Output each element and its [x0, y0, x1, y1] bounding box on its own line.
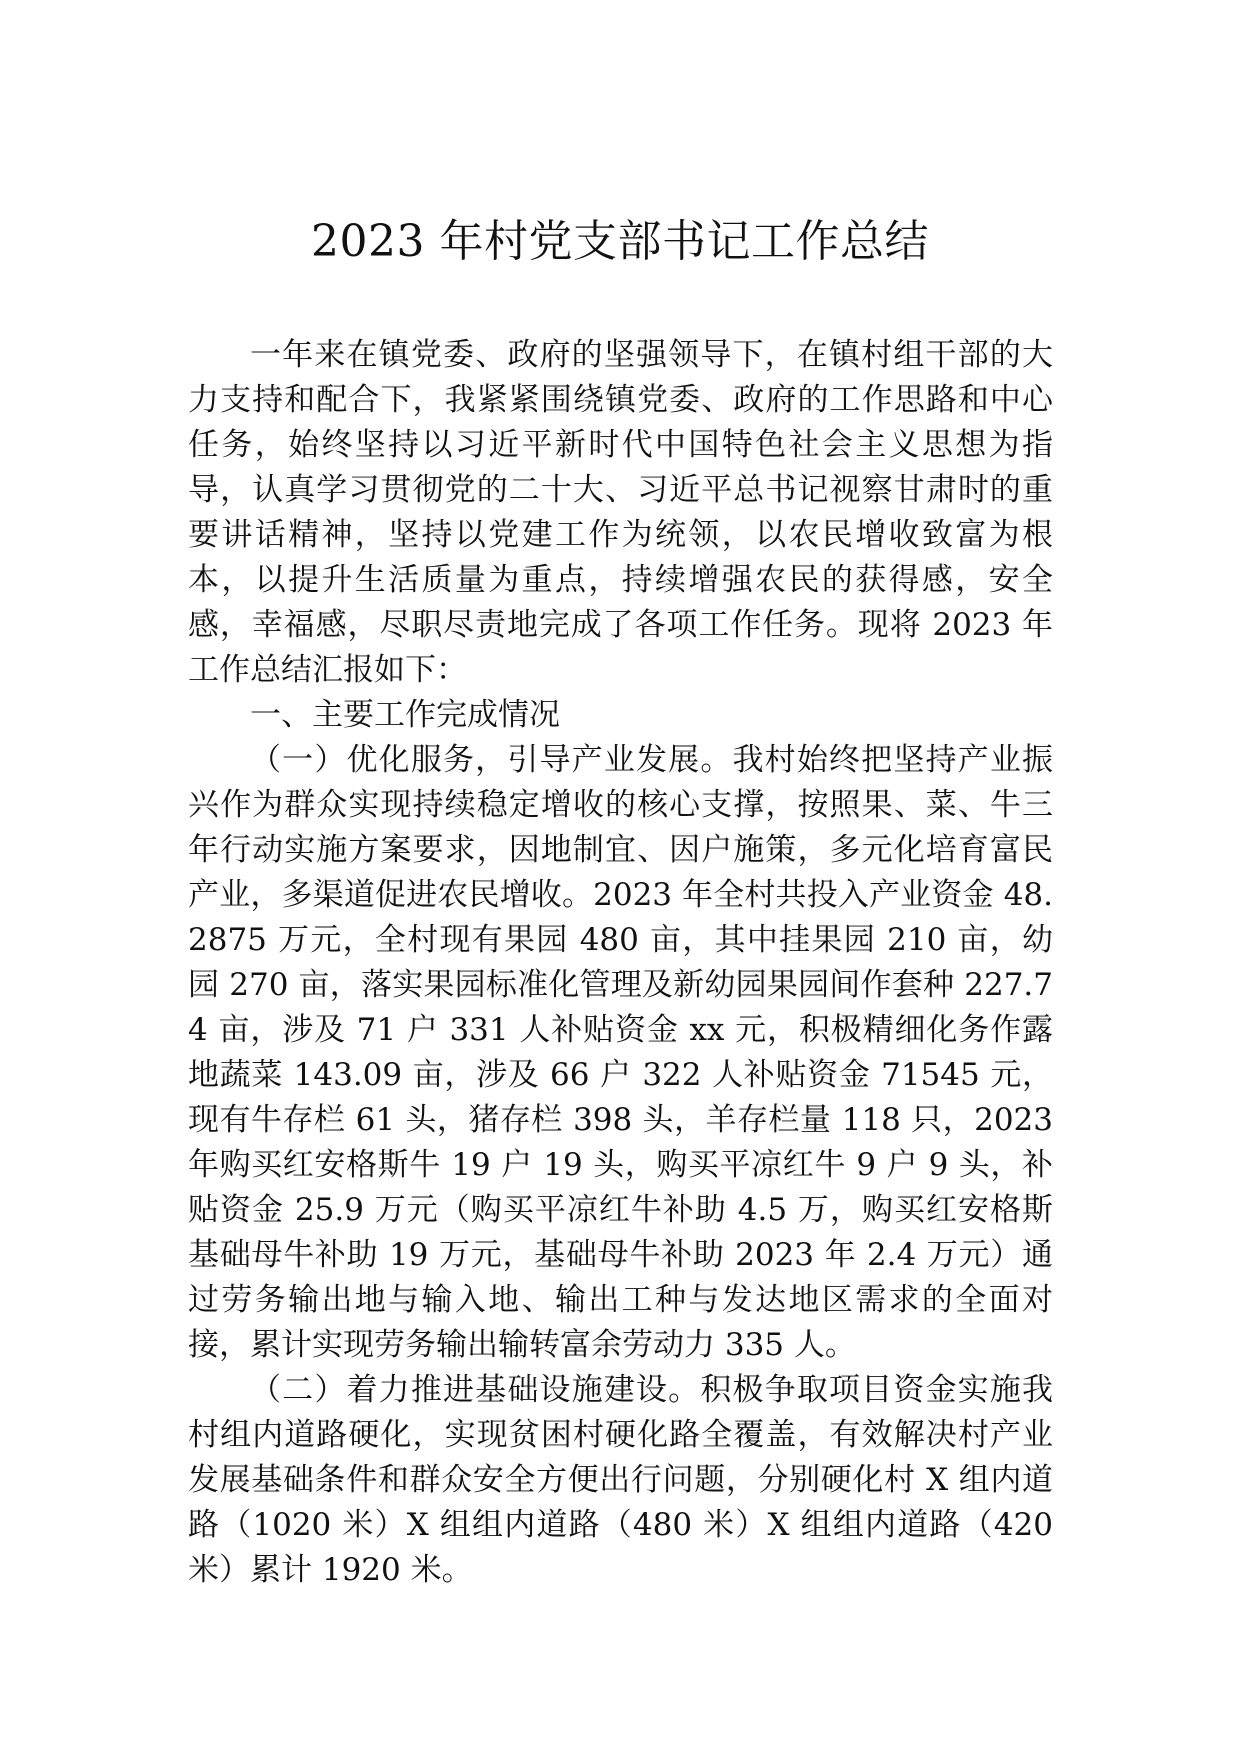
intro-paragraph: 一年来在镇党委、政府的坚强领导下，在镇村组干部的大力支持和配合下，我紧紧围绕镇党委、政府的工作思路和中心任务，始终坚持以习近平新时代中国特色社会主义思想为指导，认真学习贯彻党的二十大、习近平总书记视察甘肃时的重要讲话精神，坚持以党建工作为统领，以农民增收致富为根本，以提升生活质量为重点，持续增强农民的获得感，安全感，幸福感，尽职尽责地完成了各项工作任务。现将 2023 年工作总结汇报如下： [188, 337, 1053, 688]
industry-paragraph: （一）优化服务，引导产业发展。我村始终把坚持产业振兴作为群众实现持续稳定增收的核心支撑，按照果、菜、牛三年行动实施方案要求，因地制宜、因户施策，多元化培育富民产业，多渠道促进农民增收。2023 年全村共投入产业资金 48.2875 万元，全村现有果园 480 亩，其中挂果园 210 亩，幼园 270 亩，落实果园标准化管理及新幼园果园间作套种 227.74 亩，涉及 71 户 331 人补贴资金 xx 元，积极精细化务作露地蔬菜 143.09 亩，涉及 66 户 322 人补贴资金 71545 元，现有牛存栏 61 头，猪存栏 398 头，羊存栏量 118 只，2023 年购买红安格斯牛 19 户 19 头，购买平凉红牛 9 户 9 头，补贴资金 25.9 万元（购买平凉红牛补助 4.5 万，购买红安格斯基础母牛补助 19 万元，基础母牛补助 2023 年 2.4 万元）通过劳务输出地与输入地、输出工种与发达地区需求的全面对接，累计实现劳务输出输转富余劳动力 335 人。 [188, 742, 1053, 1363]
document-body [188, 333, 1053, 1593]
infrastructure-paragraph: （二）着力推进基础设施建设。积极争取项目资金实施我村组内道路硬化，实现贫困村硬化路全覆盖，有效解决村产业发展基础条件和群众安全方便出行问题，分别硬化村 X 组内道路（1020 米）X 组组内道路（480 米）X 组组内道路（420 米）累计 1920 米。 [188, 1372, 1053, 1588]
section-heading: 一、主要工作完成情况 [250, 697, 560, 733]
document-title: 2023 年村党支部书记工作总结 [311, 216, 929, 267]
